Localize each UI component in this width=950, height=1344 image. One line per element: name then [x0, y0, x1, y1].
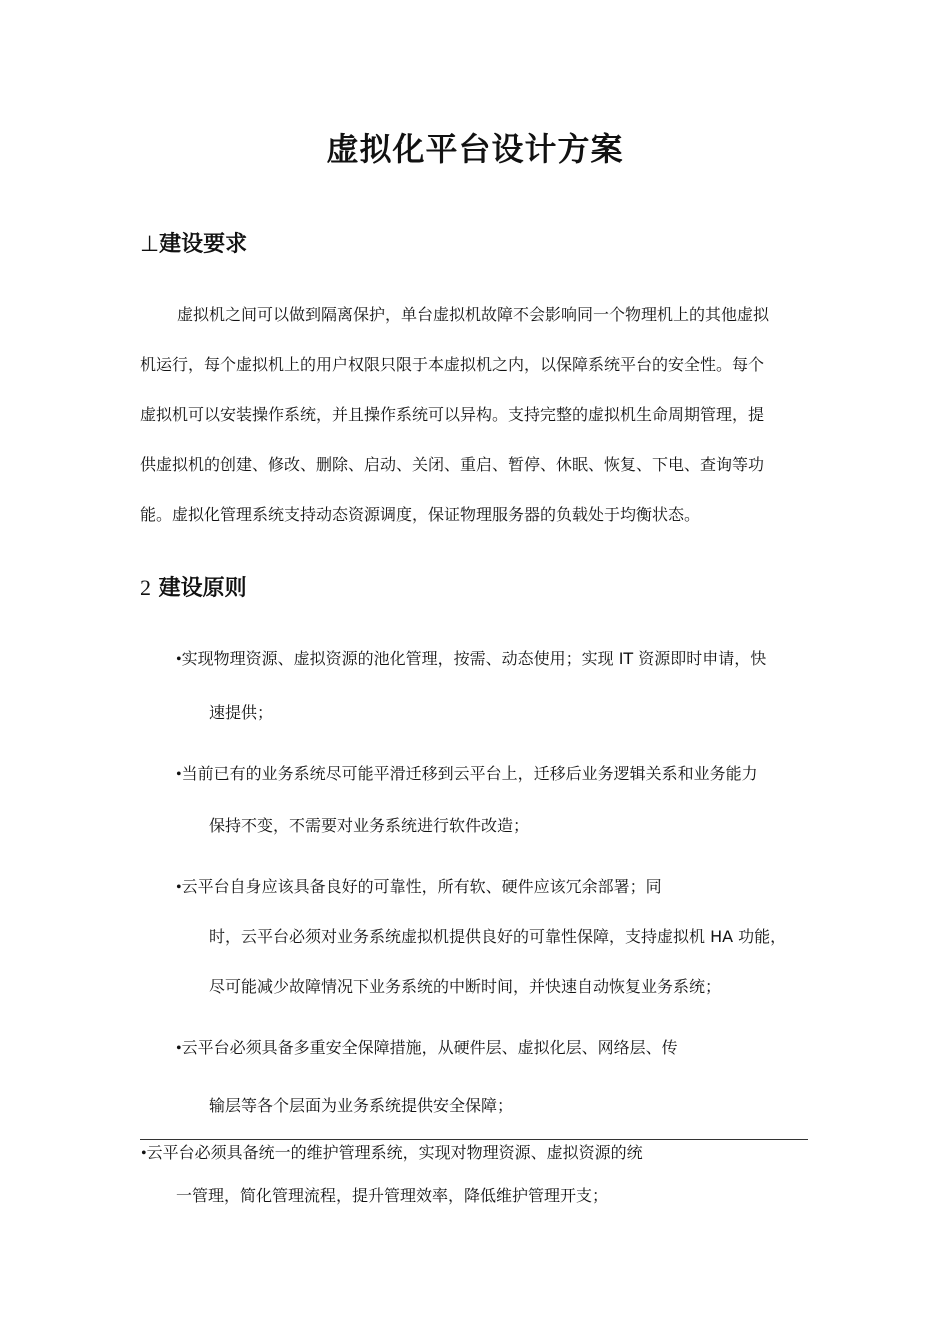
bullet-item-2-line-1 [176, 764, 758, 785]
bullet-marker: • [176, 879, 182, 896]
paragraph-line: 供虚拟机的创建、修改、删除、启动、关闭、重启、暂停、休眠、恢复、下电、查询等功 [140, 455, 765, 474]
bullet-item-3-line-3: 尽可能减少故障情况下业务系统的中断时间，并快速自动恢复业务系统； [209, 977, 722, 996]
bullet-item-3-line-1 [176, 877, 662, 898]
bullet-text: 当前已有的业务系统尽可能平滑迁移到云平台上，迁移后业务逻辑关系和业务能力 [181, 764, 758, 783]
bullet-item-4-line-1 [176, 1038, 678, 1059]
bullet-item-3-line-2: 时，云平台必须对业务系统虚拟机提供良好的可靠性保障，支持虚拟机 HA 功能， [209, 927, 787, 946]
bullet-item-5-line-2: 一管理，简化管理流程，提升管理效率，降低维护管理开支； [176, 1186, 609, 1205]
bullet-item-4-line-2: 输层等各个层面为业务系统提供安全保障； [209, 1096, 514, 1115]
bullet-item-2-line-2: 保持不变，不需要对业务系统进行软件改造； [209, 816, 530, 835]
bullet-item-1-line-2: 速提供； [209, 703, 274, 722]
bullet-marker: • [141, 1145, 147, 1162]
paragraph-line: 机运行，每个虚拟机上的用户权限只限于本虚拟机之内，以保障系统平台的安全性。每个 [140, 355, 765, 374]
paragraph-line: 虚拟机之间可以做到隔离保护，单台虚拟机故障不会影响同一个物理机上的其他虚拟 [177, 305, 770, 324]
section-2-title: 建设原则 [158, 576, 247, 601]
bullet-text: 云平台必须具备统一的维护管理系统，实现对物理资源、虚拟资源的统 [146, 1143, 643, 1162]
section-2-number: 2 [140, 575, 151, 600]
bullet-marker: • [176, 766, 182, 783]
bullet-marker: • [176, 1040, 182, 1057]
section-1-title: 建设要求 [159, 232, 248, 257]
bullet-marker: • [176, 651, 182, 668]
bullet-text: 云平台自身应该具备良好的可靠性，所有软、硬件应该冗余部署；同 [181, 877, 662, 896]
bullet-item-5-line-1 [141, 1143, 643, 1164]
bullet-text: 实现物理资源、虚拟资源的池化管理，按需、动态使用；实现 IT 资源即时申请，快 [181, 649, 767, 668]
section-2-heading [140, 571, 247, 602]
paragraph-line: 能。虚拟化管理系统支持动态资源调度，保证物理服务器的负载处于均衡状态。 [140, 505, 701, 524]
paragraph-line: 虚拟机可以安装操作系统，并且操作系统可以异构。支持完整的虚拟机生命周期管理，提 [140, 405, 765, 424]
section-1-heading [140, 227, 247, 258]
section-1-number: ⊥ [140, 231, 160, 256]
horizontal-divider [140, 1139, 808, 1140]
page-title: 虚拟化平台设计方案 [326, 130, 624, 168]
bullet-text: 云平台必须具备多重安全保障措施，从硬件层、虚拟化层、网络层、传 [181, 1038, 678, 1057]
bullet-item-1-line-1 [176, 649, 766, 670]
